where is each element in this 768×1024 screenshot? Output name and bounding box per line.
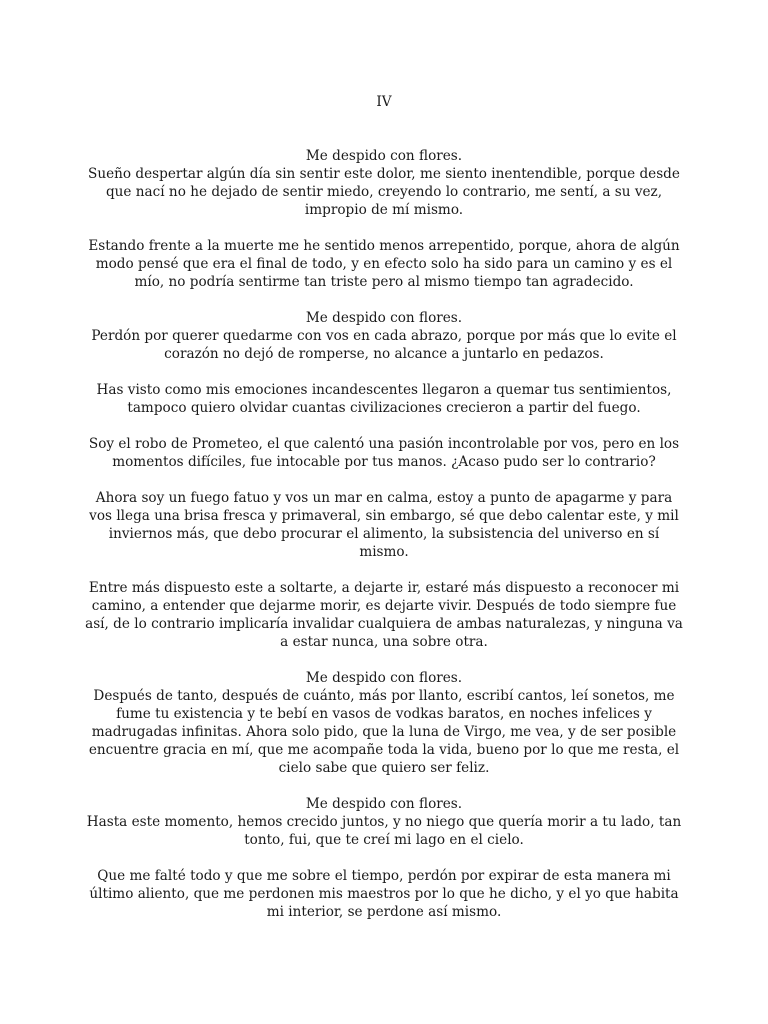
stanza xyxy=(84,237,684,291)
stanza-line: Sueño despertar algún día sin sentir este dolor, me siento inentendible, porque desde que nací no he dejado de sentir miedo, creyendo lo contrario, me sentí, a su vez, impropio de mí mismo. xyxy=(88,166,680,218)
stanza-line: Que me falté todo y que me sobre el tiempo, perdón por expirar de esta manera mi último aliento, que me perdonen mis maestros por lo que he dicho, y el yo que habita mi interior, se perdone así mismo. xyxy=(89,868,679,920)
stanza-line: Entre más dispuesto este a soltarte, a dejarte ir, estaré más dispuesto a reconocer mi camino, a entender que dejarme morir, es dejarte vivir. Después de todo siempre fue así, de lo contrario implicaría invalidar cualquiera de ambas naturalezas, y ninguna va a estar nunca, una sobre otra. xyxy=(85,580,683,650)
stanza xyxy=(84,435,684,471)
stanza xyxy=(84,669,684,777)
stanza-line: Estando frente a la muerte me he sentido menos arrepentido, porque, ahora de algún modo pensé que era el final de todo, y en efecto solo ha sido para un camino y es el mío, no podría sentirme tan triste pero al mismo tiempo tan agradecido. xyxy=(88,238,680,290)
stanza-line: Perdón por querer quedarme con vos en cada abrazo, porque por más que lo evite el corazón no dejó de romperse, no alcance a juntarlo en pedazos. xyxy=(91,328,677,362)
stanza-line: Hasta este momento, hemos crecido juntos, y no niego que quería morir a tu lado, tan tonto, fui, que te creí mi lago en el cielo. xyxy=(86,814,682,848)
stanza-line: Ahora soy un fuego fatuo y vos un mar en calma, estoy a punto de apagarme y para vos llega una brisa fresca y primaveral, sin embargo, sé que debo calentar este, y mil inviernos más, que debo procurar el alimento, la subsistencia del universo en sí mismo. xyxy=(89,490,679,560)
stanza xyxy=(84,309,684,363)
stanza-line: Has visto como mis emociones incandescentes llegaron a quemar tus sentimientos, tampoco quiero olvidar cuantas civilizaciones crecieron a partir del fuego. xyxy=(96,382,672,416)
stanza-line: Me despido con flores. xyxy=(305,310,463,326)
stanza-line: Después de tanto, después de cuánto, más por llanto, escribí cantos, leí sonetos, me fume tu existencia y te bebí en vasos de vodkas baratos, en noches infelices y madrugadas infinitas. Ahora solo pido, que la luna de Virgo, me vea, y de ser posible encuentre gracia en mí, que me acompañe toda la vida, bueno por lo que me resta, el cielo sabe que quiero ser feliz. xyxy=(88,688,680,776)
stanza xyxy=(84,489,684,561)
stanza xyxy=(84,381,684,417)
stanza-line: Me despido con flores. xyxy=(305,670,463,686)
stanza xyxy=(84,795,684,849)
stanza xyxy=(84,147,684,219)
stanza-line: Me despido con flores. xyxy=(305,796,463,812)
stanza-line: Soy el robo de Prometeo, el que calentó una pasión incontrolable por vos, pero en los momentos difíciles, fue intocable por tus manos. ¿Acaso pudo ser lo contrario? xyxy=(88,436,680,470)
stanza xyxy=(84,579,684,651)
stanza xyxy=(84,867,684,921)
stanza-line: Me despido con flores. xyxy=(305,148,463,164)
chapter-heading: IV xyxy=(376,94,392,110)
